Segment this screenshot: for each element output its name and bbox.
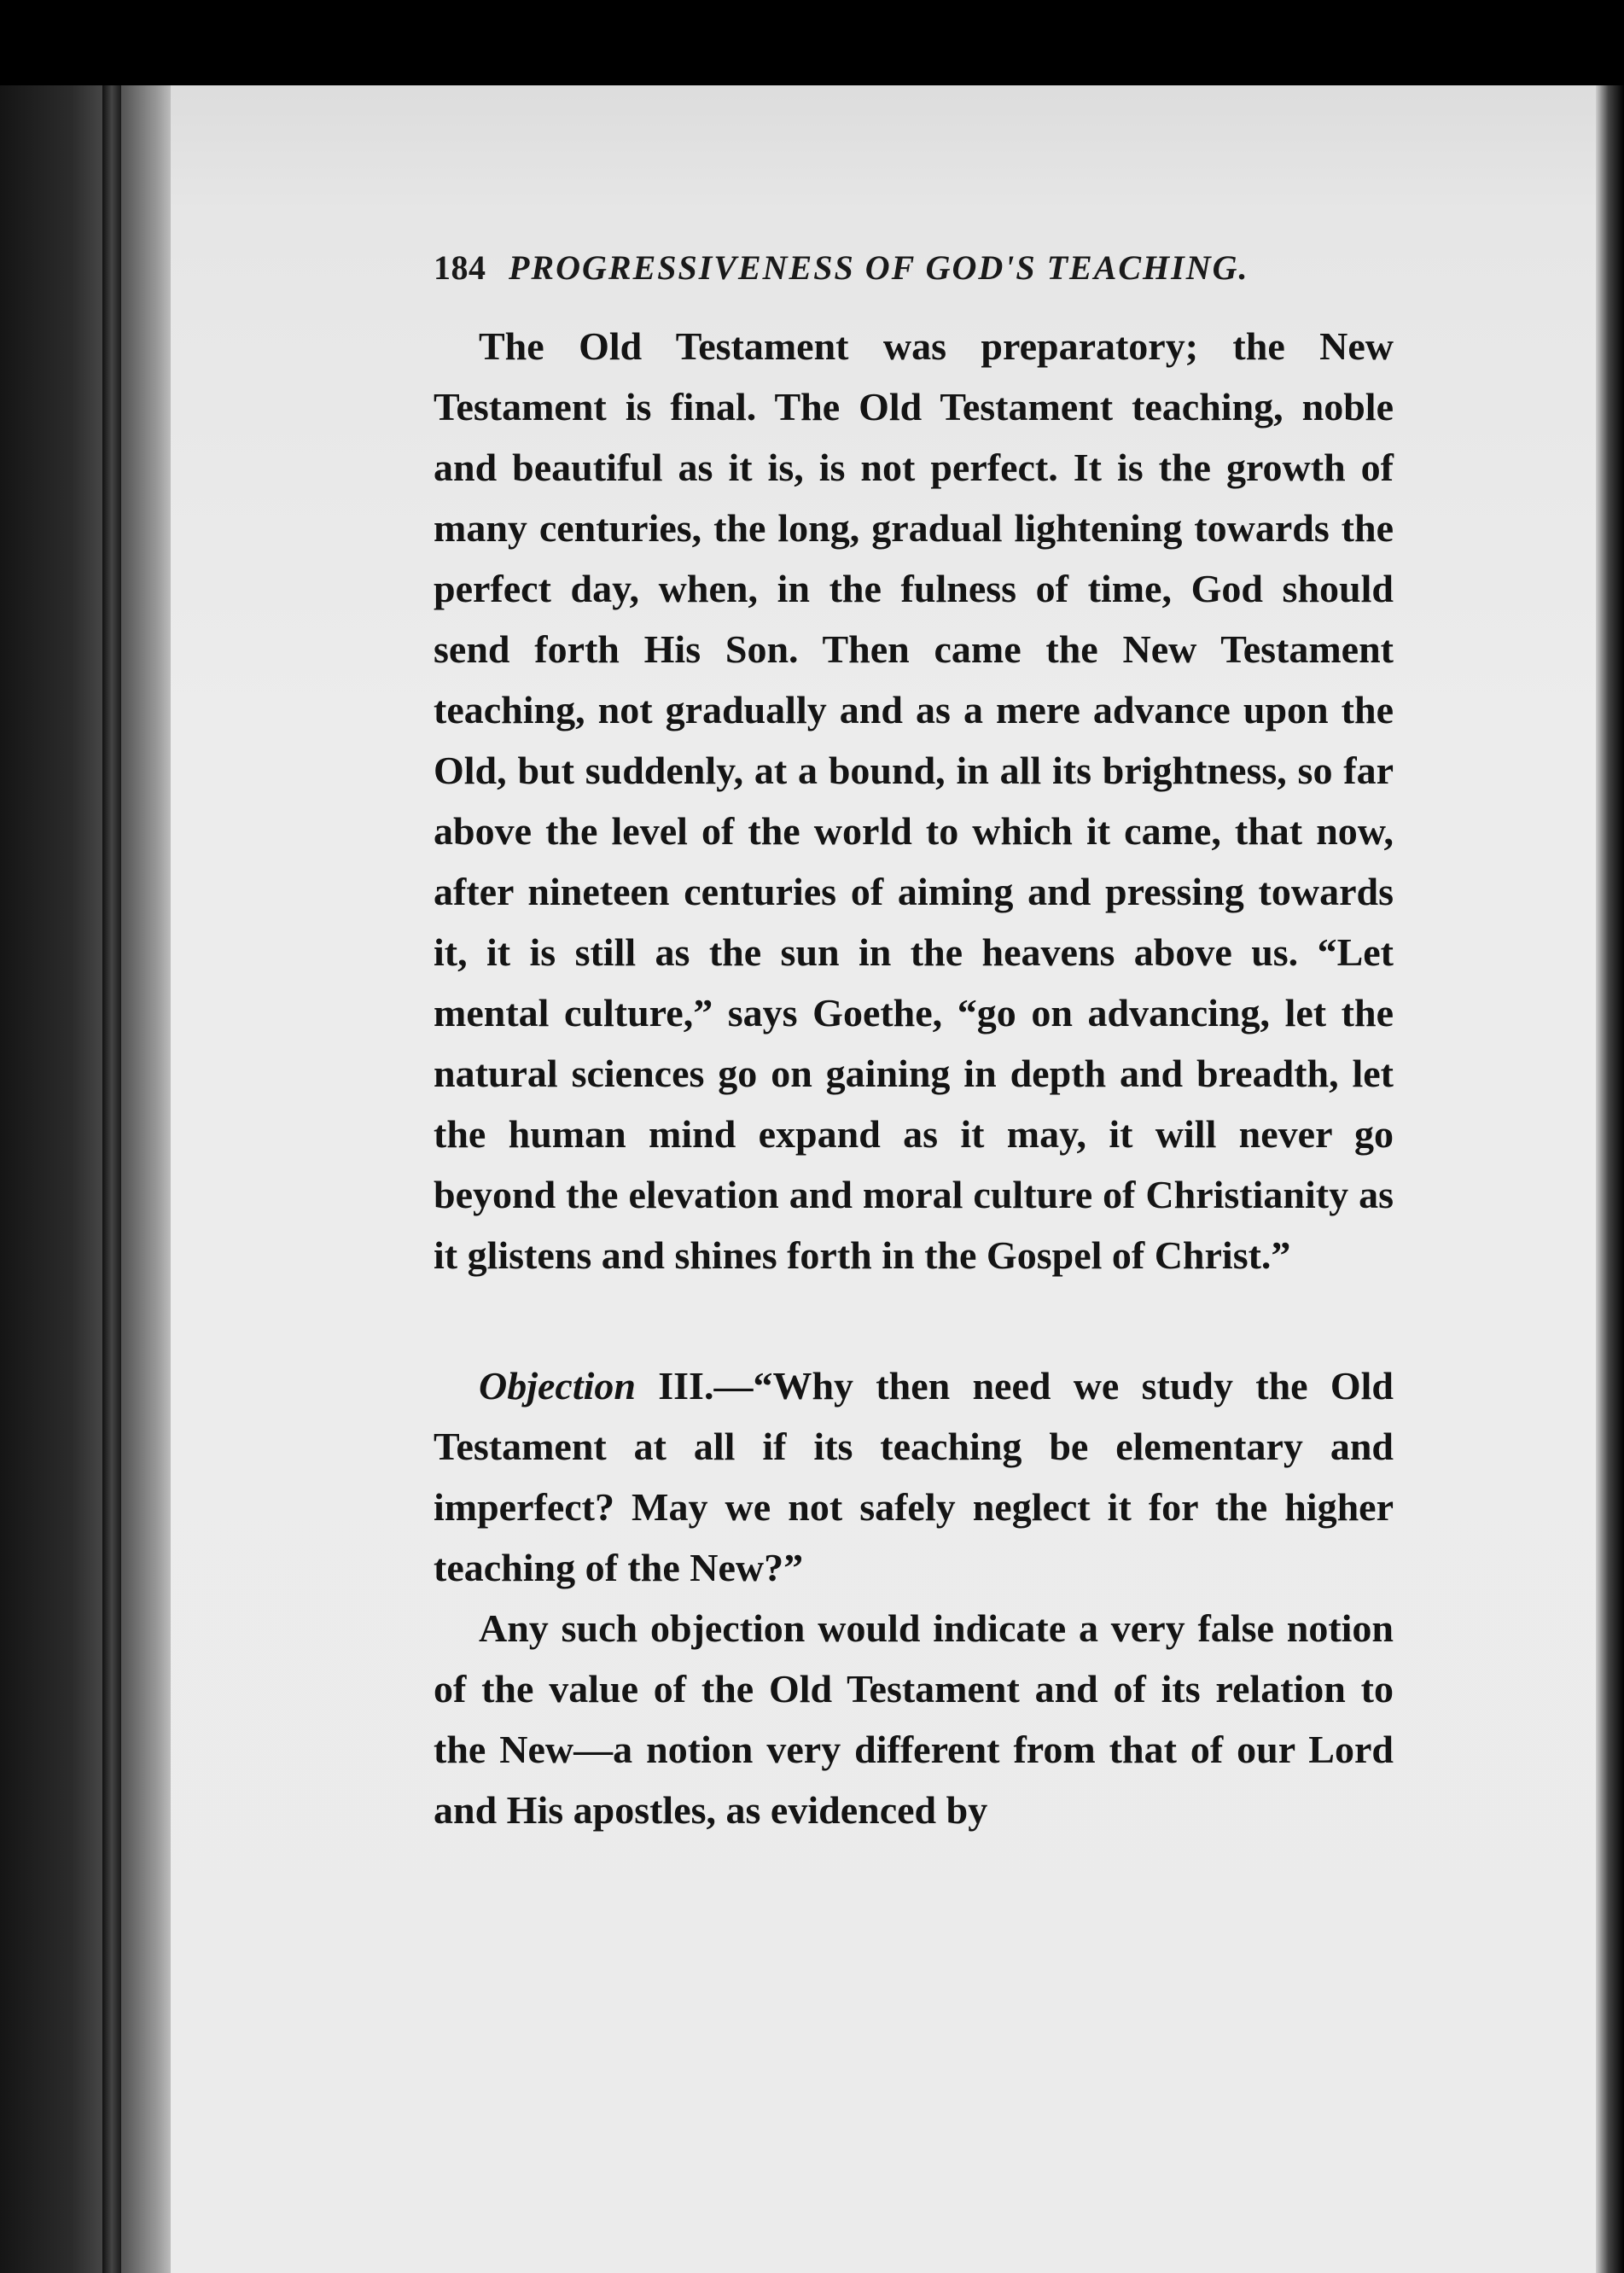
objection-text: III.—“Why then need we study the Old Testament at all if its teaching be elementary and imperfect? May we not safely neglect it for the higher teaching of the New?” [434,1364,1394,1589]
book-gutter [0,81,179,2273]
page-number: 184 [434,248,486,287]
book-spine-edge [102,81,121,2273]
scan-top-border [0,0,1624,85]
running-title: PROGRESSIVENESS OF GOD'S TEACHING. [509,248,1249,287]
page-right-edge [1596,81,1624,2273]
body-text [434,316,1394,1840]
paragraph-reply: Any such objection would indicate a very false notion of the value of the Old Testament and of its relation to the New—a notion very different from that of our Lord and His apostles, as evidenced by [434,1606,1394,1832]
objection-label: Objection [479,1364,636,1408]
paragraph-testaments: The Old Testament was preparatory; the New Testament is final. The Old Testament teaching, noble and beautiful as it is, is not perfect. It is the growth of many centuries, the long, gradual lightening towards the perfect day, when, in the fulness of time, God should send forth His Son. Then came the New Testament teaching, not gradually and as a mere advance upon the Old, but suddenly, at a bound, in all its brightness, so far above the level of the world to which it came, that now, after nineteen centuries of aiming and pressing towards it, it is still as the sun in the heavens above us. “Let mental culture,” says Goethe, “go on advancing, let the natural sciences go on gaining in depth and breadth, let the human mind expand as it may, it will never go beyond the elevation and moral culture of Christianity as it glistens and shines forth in the Gospel of Christ.” [434,324,1394,1277]
paragraph-objection [434,1355,1394,1598]
page-header [434,248,1398,288]
